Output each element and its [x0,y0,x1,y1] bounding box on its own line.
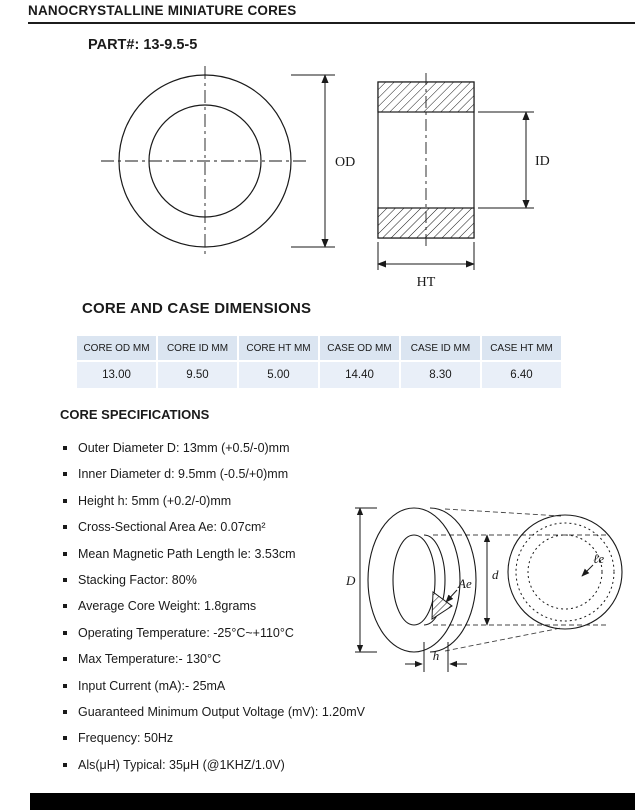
outer-diameter-label: D [346,573,356,588]
bullet-square-icon [63,552,67,556]
spec-text: Outer Diameter D: 13mm (+0.5/-0)mm [78,441,290,455]
d-outer-dimension [355,508,377,652]
bullet-square-icon [63,525,67,529]
cross-section-wedge [432,592,452,619]
dimensions-heading: CORE AND CASE DIMENSIONS [82,300,312,317]
spec-text: Input Current (mA):- 25mA [78,678,226,693]
ae-pointer [446,590,457,602]
bullet-square-icon [63,631,67,635]
cross-section-area-label: Ae [458,576,472,591]
col-case-od: CASE OD MM [320,336,399,360]
spec-text: Height h: 5mm (+0.2/-0)mm [78,493,232,508]
bullet-square-icon [63,499,67,503]
list-item [63,704,623,720]
val-core-od: 13.00 [77,362,156,388]
id-dimension [478,112,534,208]
ht-dimension [378,242,474,270]
spec-text: Average Core Weight: 1.8grams [78,599,257,614]
bullet-square-icon [63,657,67,661]
footer-bar [30,793,635,810]
dimensions-table [75,334,563,390]
od-label: OD [335,155,356,170]
height-label: h [432,648,440,663]
col-case-ht: CASE HT MM [482,336,561,360]
id-label: ID [535,154,550,169]
col-core-od: CORE OD MM [77,336,156,360]
val-core-ht: 5.00 [239,362,318,388]
table-header-row [77,336,561,360]
bullet-square-icon [63,710,67,714]
bullet-square-icon [63,472,67,476]
list-item [63,440,623,456]
col-case-id: CASE ID MM [401,336,480,360]
path-length-label: ℓe [593,551,605,566]
page-header [28,3,635,24]
spec-text: Stacking Factor: 80% [78,572,197,587]
side-view-drawing [372,70,572,292]
bullet-square-icon [63,736,67,740]
val-case-ht: 6.40 [482,362,561,388]
bullet-square-icon [63,763,67,767]
centerlines [101,66,309,256]
le-pointer [582,565,593,576]
bullet-square-icon [63,446,67,450]
bullet-square-icon [63,604,67,608]
col-core-ht: CORE HT MM [239,336,318,360]
inner-diameter-label: d [492,567,499,582]
page-title: NANOCRYSTALLINE MINIATURE CORES [28,3,297,18]
spec-text: Als(μH) Typical: 35μH (@1KHZ/1.0V) [78,757,285,772]
spec-text: Max Temperature:- 130°C [78,652,222,667]
list-item [63,466,623,482]
val-case-id: 8.30 [401,362,480,388]
spec-text: Cross-Sectional Area Ae: 0.07cm² [78,520,266,535]
front-view-drawing [95,63,360,263]
part-number: PART#: 13-9.5-5 [88,37,198,53]
spec-text: Operating Temperature: -25°C~+110°C [78,625,294,640]
spec-text: Frequency: 50Hz [78,731,174,746]
val-case-od: 14.40 [320,362,399,388]
bullet-square-icon [63,684,67,688]
list-item [63,757,623,773]
table-row [77,362,561,388]
toroid-3d-drawing [345,492,635,682]
path-length-view [508,515,622,629]
spec-text: Inner Diameter d: 9.5mm (-0.5/+0)mm [78,467,289,482]
ht-label: HT [416,275,436,290]
col-core-id: CORE ID MM [158,336,237,360]
val-core-id: 9.50 [158,362,237,388]
spec-text: Mean Magnetic Path Length le: 3.53cm [78,546,296,561]
spec-text: Guaranteed Minimum Output Voltage (mV): 1.20mV [78,704,365,719]
core-section [378,73,474,247]
bullet-square-icon [63,578,67,582]
specifications-heading: CORE SPECIFICATIONS [60,407,210,422]
list-item [63,730,623,746]
